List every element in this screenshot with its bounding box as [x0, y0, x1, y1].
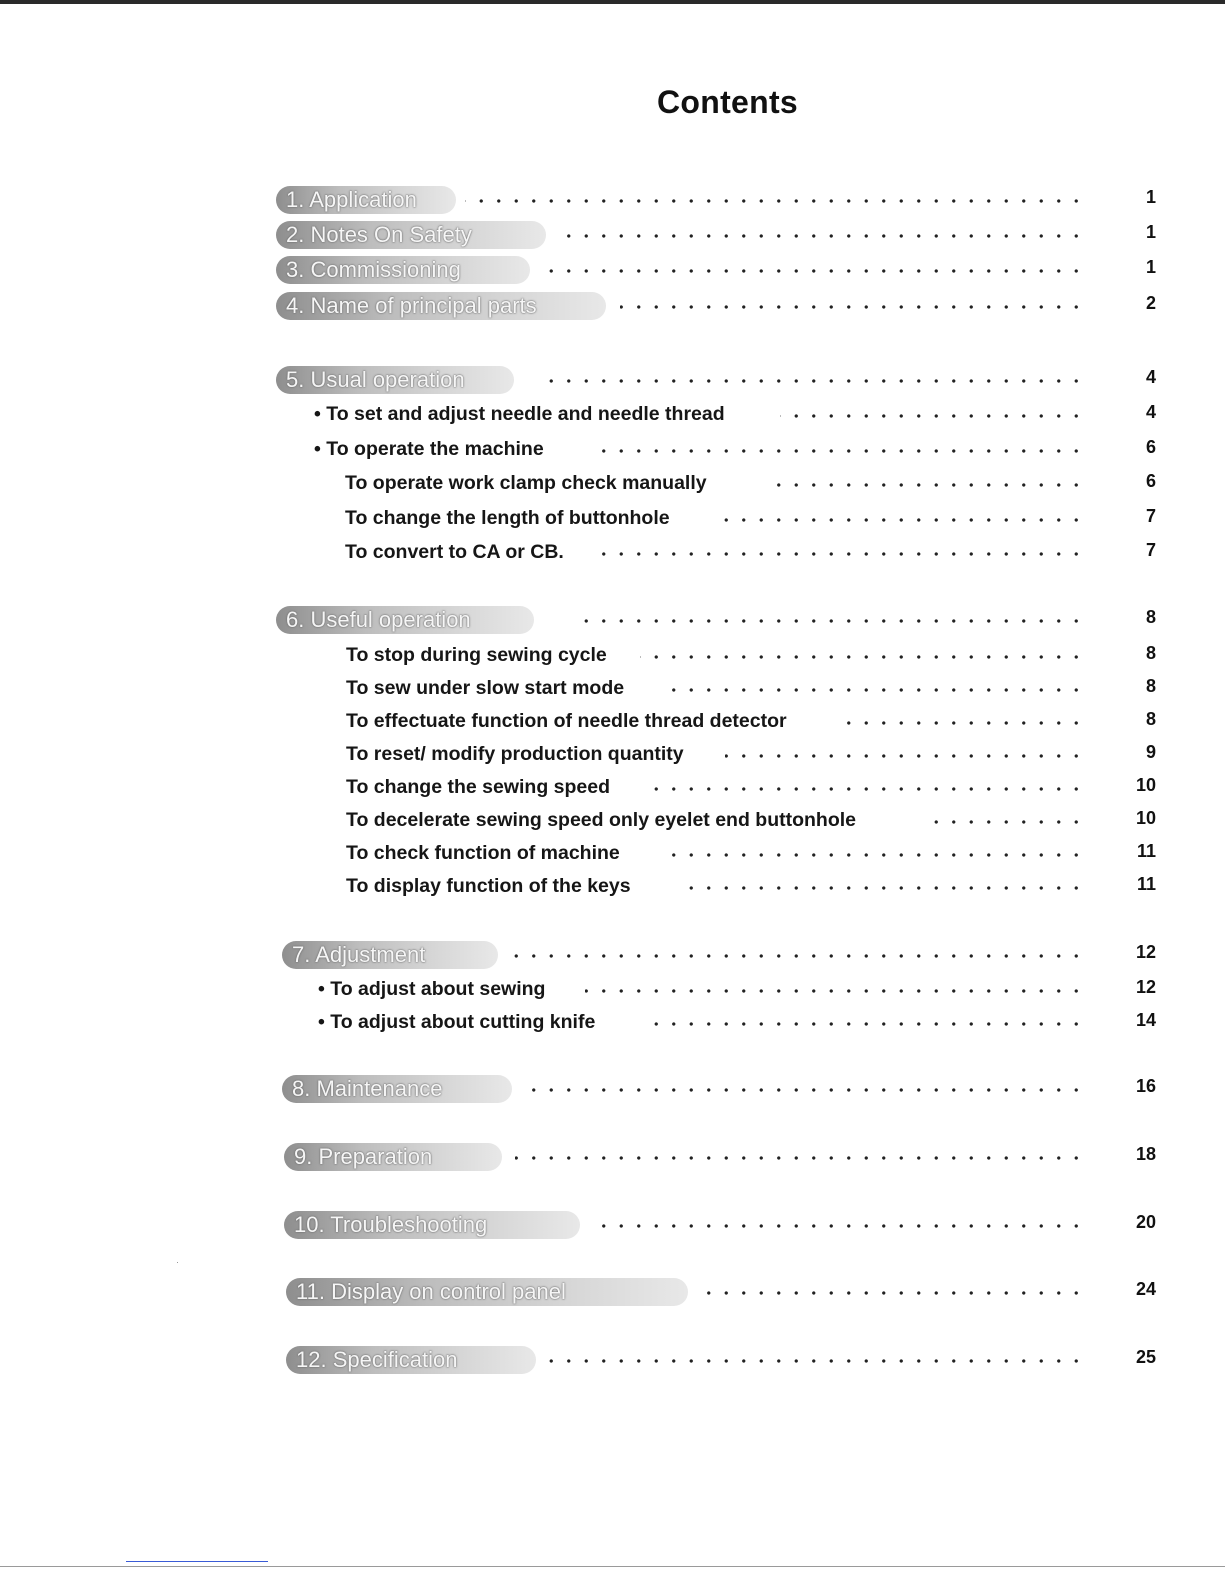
page-number: 11	[1136, 841, 1156, 861]
toc-item[interactable]	[0, 401, 1225, 431]
dot-leader	[620, 297, 1085, 317]
toc-item-text: • To adjust about cutting knife	[318, 1011, 596, 1033]
page-number: 6	[1145, 471, 1156, 491]
toc-item-text: To stop during sewing cycle	[346, 644, 607, 666]
toc-section-10[interactable]	[0, 1211, 1225, 1241]
toc-item[interactable]	[0, 774, 1225, 804]
page-number: 6	[1145, 437, 1156, 457]
toc-item[interactable]	[0, 741, 1225, 771]
toc-item-text: • To operate the machine	[314, 438, 544, 460]
dot-leader	[685, 878, 1085, 898]
toc-item-text: • To adjust about sewing	[318, 978, 546, 1000]
dot-leader	[465, 191, 1085, 211]
page-number: 1	[1145, 187, 1156, 207]
dot-leader	[640, 647, 1085, 667]
section-label: 5. Usual operation	[276, 366, 514, 394]
page-number: 4	[1145, 402, 1156, 422]
page-number: 14	[1135, 1010, 1156, 1030]
page-number: 9	[1145, 742, 1156, 762]
toc-item[interactable]	[0, 873, 1225, 903]
page-number: 20	[1135, 1212, 1156, 1232]
section-label: 10. Troubleshooting	[284, 1211, 580, 1239]
toc-section-3[interactable]	[0, 256, 1225, 286]
toc-item[interactable]	[0, 436, 1225, 466]
toc-item-text: To reset/ modify production quantity	[346, 743, 684, 765]
dot-leader	[725, 746, 1085, 766]
toc-item[interactable]	[0, 840, 1225, 870]
top-border	[0, 0, 1225, 4]
section-label: 2. Notes On Safety	[276, 221, 546, 249]
dot-leader	[505, 946, 1085, 966]
dot-leader	[515, 1148, 1085, 1168]
section-label: 11. Display on control panel	[286, 1278, 688, 1306]
dot-leader	[665, 845, 1085, 865]
toc-item-text: To convert to CA or CB.	[345, 541, 564, 563]
dot-leader	[665, 680, 1085, 700]
toc-item[interactable]	[0, 708, 1225, 738]
toc-section-5[interactable]	[0, 366, 1225, 396]
dot-leader	[780, 406, 1085, 426]
page-number: 8	[1145, 643, 1156, 663]
toc-section-2[interactable]	[0, 221, 1225, 251]
toc-section-9[interactable]	[0, 1143, 1225, 1173]
toc-item[interactable]	[0, 1009, 1225, 1039]
toc-section-11[interactable]	[0, 1278, 1225, 1308]
page-number: 1	[1145, 222, 1156, 242]
dot-leader	[842, 713, 1085, 733]
page-number: 12	[1135, 942, 1156, 962]
toc-item[interactable]	[0, 807, 1225, 837]
page-number: 24	[1135, 1279, 1156, 1299]
page-number: 2	[1145, 293, 1156, 313]
page-number: 18	[1135, 1144, 1156, 1164]
toc-item-text: To sew under slow start mode	[346, 677, 625, 699]
toc-item[interactable]	[0, 642, 1225, 672]
section-label: 3. Commissioning	[276, 256, 530, 284]
toc-item-text: To change the length of buttonhole	[345, 507, 670, 529]
page-number: 8	[1145, 709, 1156, 729]
dot-leader	[765, 475, 1085, 495]
toc-item[interactable]	[0, 470, 1225, 500]
scan-speck	[177, 1262, 178, 1263]
dot-leader	[600, 1216, 1085, 1236]
dot-leader	[565, 226, 1085, 246]
toc-item-text: • To set and adjust needle and needle thread	[314, 403, 725, 425]
section-label: 4. Name of principal parts	[276, 292, 606, 320]
toc-item-text: To change the sewing speed	[346, 776, 611, 798]
page-number: 7	[1145, 540, 1156, 560]
toc-section-4[interactable]	[0, 292, 1225, 322]
dot-leader	[598, 441, 1085, 461]
toc-section-6[interactable]	[0, 606, 1225, 636]
page-number: 8	[1145, 607, 1156, 627]
dot-leader	[545, 1351, 1085, 1371]
toc-section-7[interactable]	[0, 941, 1225, 971]
dot-leader	[642, 1014, 1085, 1034]
toc-item[interactable]	[0, 675, 1225, 705]
dot-leader	[585, 981, 1085, 1001]
dot-leader	[695, 1283, 1085, 1303]
section-label: 9. Preparation	[284, 1143, 502, 1171]
toc-item-text: To decelerate sewing speed only eyelet end buttonhole	[346, 809, 856, 831]
page-number: 10	[1135, 808, 1156, 828]
page-number: 12	[1135, 977, 1156, 997]
toc-item-text: To check function of machine	[346, 842, 620, 864]
dot-leader	[645, 779, 1085, 799]
dot-leader	[722, 510, 1085, 530]
toc-section-1[interactable]	[0, 186, 1225, 216]
page-number: 1	[1145, 257, 1156, 277]
section-label: 6. Useful operation	[276, 606, 534, 634]
page-title: Contents	[656, 84, 799, 120]
toc-section-8[interactable]	[0, 1075, 1225, 1105]
toc-item-text: To effectuate function of needle thread detector	[346, 710, 787, 732]
toc-section-12[interactable]	[0, 1346, 1225, 1376]
section-label: 12. Specification	[286, 1346, 536, 1374]
toc-item[interactable]	[0, 505, 1225, 535]
scan-mark	[126, 1561, 268, 1562]
bottom-border	[0, 1566, 1225, 1567]
page-number: 10	[1135, 775, 1156, 795]
dot-leader	[600, 544, 1085, 564]
toc-item[interactable]	[0, 976, 1225, 1006]
page-number: 25	[1135, 1347, 1156, 1367]
page-number: 16	[1135, 1076, 1156, 1096]
page-number: 8	[1145, 676, 1156, 696]
dot-leader	[530, 1080, 1085, 1100]
dot-leader	[545, 371, 1085, 391]
page-number: 4	[1145, 367, 1156, 387]
toc-item[interactable]	[0, 539, 1225, 569]
page-number: 11	[1136, 874, 1156, 894]
toc-item-text: To operate work clamp check manually	[345, 472, 707, 494]
section-label: 1. Application	[276, 186, 456, 214]
dot-leader	[572, 611, 1085, 631]
page-number: 7	[1145, 506, 1156, 526]
dot-leader	[545, 261, 1085, 281]
section-label: 8. Maintenance	[282, 1075, 512, 1103]
dot-leader	[922, 812, 1085, 832]
section-label: 7. Adjustment	[282, 941, 498, 969]
toc-item-text: To display function of the keys	[346, 875, 631, 897]
